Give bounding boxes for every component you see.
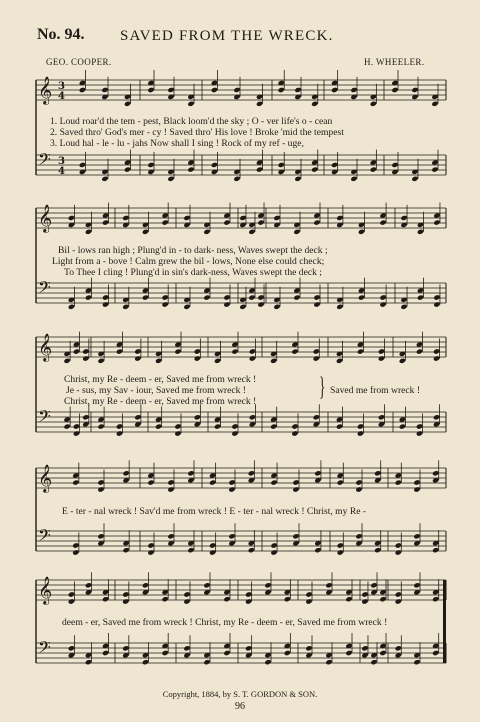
note-head	[72, 542, 79, 548]
note-head	[248, 470, 255, 476]
note-head	[336, 423, 343, 429]
note-head	[248, 294, 255, 300]
note-head	[284, 596, 291, 602]
note-head	[211, 87, 218, 93]
note-head	[400, 215, 407, 221]
note-head	[214, 358, 221, 364]
note-head	[183, 591, 190, 597]
note-head	[101, 87, 108, 93]
note-head	[209, 479, 216, 485]
note-head	[291, 423, 298, 429]
bass-clef-icon: 𝄢	[38, 525, 51, 549]
note-head	[432, 596, 439, 602]
note-head	[257, 294, 264, 300]
note-head	[187, 101, 194, 107]
note-head	[102, 301, 109, 307]
note-head	[358, 229, 365, 235]
hymn-number: No. 94.	[37, 26, 85, 43]
lyric-line: To Thee I cling ! Plung'd in sin's dark-ness, Waves swept the deck ;	[64, 267, 322, 278]
lyric-line: 2. Saved thro' God's mer - cy ! Saved thro' His love ! Broke 'mid the tempest	[50, 127, 344, 138]
lyricist-credit: GEO. COOPER.	[46, 57, 112, 67]
note-head	[97, 358, 104, 364]
note-head	[155, 358, 162, 364]
time-signature-bottom: 4	[58, 91, 65, 102]
note-head	[294, 87, 301, 93]
note-head	[395, 645, 402, 651]
note-head	[82, 355, 89, 361]
note-head	[249, 414, 256, 420]
note-head	[433, 294, 440, 300]
note-head	[433, 348, 440, 354]
note-head	[124, 101, 131, 107]
note-head	[370, 659, 377, 665]
note-head	[313, 355, 320, 361]
note-head	[124, 166, 131, 172]
note-head	[395, 591, 402, 597]
note-head	[395, 598, 402, 604]
note-head	[245, 645, 252, 651]
note-head	[134, 355, 141, 361]
note-head	[97, 486, 104, 492]
note-head	[350, 176, 357, 182]
note-head	[63, 358, 70, 364]
note-head	[223, 294, 230, 300]
note-head	[378, 414, 385, 420]
treble-clef-icon: 𝄞	[38, 204, 53, 232]
note-head	[379, 294, 386, 300]
note-head	[223, 301, 230, 307]
note-head	[379, 219, 386, 225]
note-head	[79, 87, 86, 93]
note-head	[187, 166, 194, 172]
note-head	[270, 423, 277, 429]
note-head	[431, 166, 438, 172]
lyric-line: deem - er, Saved me from wreck ! Christ, my Re - deem - er, Saved me from wreck !	[62, 617, 388, 628]
note-head	[413, 582, 420, 588]
note-head	[361, 598, 368, 604]
note-head	[249, 348, 256, 354]
note-head	[264, 582, 271, 588]
note-head	[203, 659, 210, 665]
note-head	[273, 304, 280, 310]
note-head	[209, 549, 216, 555]
treble-clef-icon: 𝄞	[38, 76, 53, 104]
note-head	[357, 430, 364, 436]
note-head	[183, 598, 190, 604]
note-head	[361, 591, 368, 597]
note-head	[378, 348, 385, 354]
note-head	[305, 598, 312, 604]
note-head	[102, 650, 109, 656]
note-head	[284, 650, 291, 656]
note-head	[142, 582, 149, 588]
note-head	[116, 348, 123, 354]
note-head	[355, 479, 362, 485]
note-head	[337, 479, 344, 485]
lyric-line: Je - sus, my Sav - iour, Saved me from wreck !	[66, 385, 246, 396]
note-head	[147, 549, 154, 555]
note-head	[228, 486, 235, 492]
note-head	[233, 87, 240, 93]
lyric-line: E - ter - nal wreck ! Sav'd me from wreck ! E - ter - nal wreck ! Christ, my Re -	[62, 506, 367, 517]
note-head	[162, 219, 169, 225]
note-head	[337, 542, 344, 548]
note-head	[82, 414, 89, 420]
note-head	[248, 229, 255, 235]
note-head	[433, 301, 440, 307]
lyric-line: 1. Loud roar'd the tem - pest, Black loom'd the sky ; O - ver life's o - cean	[50, 116, 333, 127]
note-head	[68, 645, 75, 651]
note-head	[72, 549, 79, 555]
note-head	[134, 348, 141, 354]
note-head	[413, 486, 420, 492]
note-head	[245, 598, 252, 604]
note-head	[314, 547, 321, 553]
note-head	[355, 533, 362, 539]
note-head	[85, 229, 92, 235]
note-head	[203, 582, 210, 588]
note-head	[345, 596, 352, 602]
note-head	[264, 659, 271, 665]
note-head	[395, 549, 402, 555]
note-head	[167, 479, 174, 485]
note-head	[147, 542, 154, 548]
note-head	[194, 348, 201, 354]
note-head	[97, 479, 104, 485]
note-head	[325, 582, 332, 588]
note-head	[122, 547, 129, 553]
note-head	[432, 470, 439, 476]
note-head	[294, 176, 301, 182]
note-head	[174, 430, 181, 436]
note-head	[395, 479, 402, 485]
note-head	[336, 215, 343, 221]
note-head	[413, 533, 420, 539]
treble-clef-icon: 𝄞	[38, 333, 53, 361]
note-head	[379, 650, 386, 656]
note-head	[228, 533, 235, 539]
note-head	[187, 470, 194, 476]
note-head	[311, 101, 318, 107]
note-head	[314, 470, 321, 476]
note-head	[336, 304, 343, 310]
note-head	[378, 355, 385, 361]
note-head	[116, 430, 123, 436]
note-head	[85, 659, 92, 665]
note-head	[203, 294, 210, 300]
note-head	[305, 645, 312, 651]
note-head	[142, 294, 149, 300]
note-head	[155, 423, 162, 429]
note-head	[134, 414, 141, 420]
note-head	[337, 549, 344, 555]
note-head	[399, 423, 406, 429]
note-head	[187, 547, 194, 553]
note-head	[249, 355, 256, 361]
note-head	[432, 650, 439, 656]
note-head	[278, 87, 285, 93]
note-head	[85, 294, 92, 300]
lyric-line: Light from a - bove ! Calm grew the bil - lows, None else could check;	[52, 256, 325, 267]
note-head	[292, 533, 299, 539]
note-head	[313, 414, 320, 420]
note-head	[183, 215, 190, 221]
note-head	[68, 591, 75, 597]
note-head	[313, 294, 320, 300]
note-head	[433, 414, 440, 420]
note-head	[102, 596, 109, 602]
treble-clef-icon: 𝄞	[38, 464, 53, 492]
lyric-line: 3. Loud hal - le - lu - jahs Now shall I sing ! Rock of my ref - uge,	[50, 138, 304, 149]
note-head	[85, 582, 92, 588]
note-head	[417, 294, 424, 300]
note-head	[370, 582, 377, 588]
note-head	[331, 162, 338, 168]
note-head	[291, 348, 298, 354]
note-head	[162, 294, 169, 300]
note-head	[374, 470, 381, 476]
note-head	[183, 645, 190, 651]
note-head	[416, 430, 423, 436]
note-head	[370, 166, 377, 172]
note-head	[142, 659, 149, 665]
note-head	[432, 547, 439, 553]
lyric-side-refrain: Saved me from wreck !	[330, 385, 421, 396]
note-head	[223, 596, 230, 602]
note-head	[228, 479, 235, 485]
note-head	[292, 479, 299, 485]
lyric-line: Christ, my Re - deem - er, Saved me from wreck !	[64, 374, 257, 385]
note-head	[223, 650, 230, 656]
time-signature-top: 3	[58, 156, 65, 167]
note-head	[147, 479, 154, 485]
time-signature-bottom: 4	[58, 166, 65, 177]
note-head	[358, 294, 365, 300]
note-head	[147, 162, 154, 168]
bass-clef-icon: 𝄢	[38, 149, 51, 173]
note-head	[278, 162, 285, 168]
copyright-notice: Copyright, 1884, by S. T. GORDON & SON.	[162, 689, 318, 699]
note-head	[433, 355, 440, 361]
note-head	[370, 101, 377, 107]
note-head	[72, 479, 79, 485]
note-head	[101, 176, 108, 182]
note-head	[82, 348, 89, 354]
note-head	[416, 423, 423, 429]
note-head	[345, 650, 352, 656]
note-head	[416, 348, 423, 354]
note-head	[357, 423, 364, 429]
note-head	[239, 304, 246, 310]
note-head	[431, 101, 438, 107]
note-head	[248, 547, 255, 553]
note-head	[273, 215, 280, 221]
note-head	[270, 479, 277, 485]
note-head	[68, 304, 75, 310]
note-head	[336, 358, 343, 364]
note-head	[411, 87, 418, 93]
note-head	[167, 176, 174, 182]
note-head	[73, 430, 80, 436]
note-head	[305, 591, 312, 597]
lyric-line: Christ, my Re - deem - er, Saved me from wreck !	[64, 396, 257, 407]
note-head	[63, 423, 70, 429]
treble-clef-icon: 𝄞	[38, 576, 53, 604]
note-head	[413, 479, 420, 485]
note-head	[400, 304, 407, 310]
note-head	[245, 591, 252, 597]
hymn-title: SAVED FROM THE WRECK.	[120, 28, 334, 44]
note-head	[411, 176, 418, 182]
note-head	[97, 423, 104, 429]
note-head	[391, 162, 398, 168]
composer-credit: H. WHEELER.	[364, 57, 425, 67]
note-head	[293, 229, 300, 235]
note-head	[147, 87, 154, 93]
note-head	[203, 229, 210, 235]
note-head	[413, 659, 420, 665]
note-head	[257, 219, 264, 225]
note-head	[194, 355, 201, 361]
note-head	[313, 348, 320, 354]
bass-clef-icon: 𝄢	[38, 637, 51, 661]
note-head	[73, 423, 80, 429]
note-head	[122, 215, 129, 221]
note-head	[355, 486, 362, 492]
note-head	[167, 533, 174, 539]
note-head	[291, 430, 298, 436]
note-head	[167, 486, 174, 492]
note-head	[257, 301, 264, 307]
note-head	[214, 423, 221, 429]
note-head	[270, 358, 277, 364]
note-head	[391, 87, 398, 93]
note-head	[417, 229, 424, 235]
note-head	[102, 294, 109, 300]
note-head	[361, 645, 368, 651]
note-head	[209, 542, 216, 548]
note-head	[311, 166, 318, 172]
note-head	[167, 87, 174, 93]
note-head	[231, 430, 238, 436]
bass-clef-icon: 𝄢	[38, 277, 51, 301]
note-head	[239, 215, 246, 221]
note-head	[313, 301, 320, 307]
note-head	[122, 470, 129, 476]
note-head	[73, 348, 80, 354]
note-head	[211, 162, 218, 168]
note-head	[357, 348, 364, 354]
note-head	[231, 348, 238, 354]
note-head	[350, 87, 357, 93]
note-head	[293, 294, 300, 300]
note-head	[194, 414, 201, 420]
note-head	[116, 423, 123, 429]
note-head	[102, 219, 109, 225]
note-head	[223, 219, 230, 225]
note-head	[122, 598, 129, 604]
note-head	[174, 348, 181, 354]
note-head	[256, 101, 263, 107]
note-head	[68, 215, 75, 221]
bass-clef-icon: 𝄢	[38, 406, 51, 430]
note-head	[162, 650, 169, 656]
note-head	[97, 533, 104, 539]
note-head	[122, 304, 129, 310]
note-head	[313, 219, 320, 225]
note-head	[325, 659, 332, 665]
note-head	[79, 162, 86, 168]
note-head	[270, 549, 277, 555]
note-head	[68, 598, 75, 604]
note-head	[331, 87, 338, 93]
note-head	[183, 304, 190, 310]
note-head	[433, 219, 440, 225]
note-head	[174, 423, 181, 429]
note-head	[374, 547, 381, 553]
note-head	[379, 301, 386, 307]
note-head	[379, 596, 386, 602]
note-head	[231, 423, 238, 429]
time-signature-top: 3	[58, 81, 65, 92]
note-head	[142, 229, 149, 235]
note-head	[256, 166, 263, 172]
note-head	[162, 596, 169, 602]
note-head	[395, 542, 402, 548]
page-number: 96	[235, 701, 245, 712]
verse-brace: }	[319, 372, 326, 401]
note-head	[122, 645, 129, 651]
note-head	[399, 358, 406, 364]
note-head	[292, 486, 299, 492]
note-head	[270, 542, 277, 548]
note-head	[233, 176, 240, 182]
note-head	[162, 301, 169, 307]
lyric-line: Bil - lows ran high ; Plung'd in - to dark- ness, Waves swept the deck ;	[58, 245, 328, 256]
note-head	[122, 591, 129, 597]
